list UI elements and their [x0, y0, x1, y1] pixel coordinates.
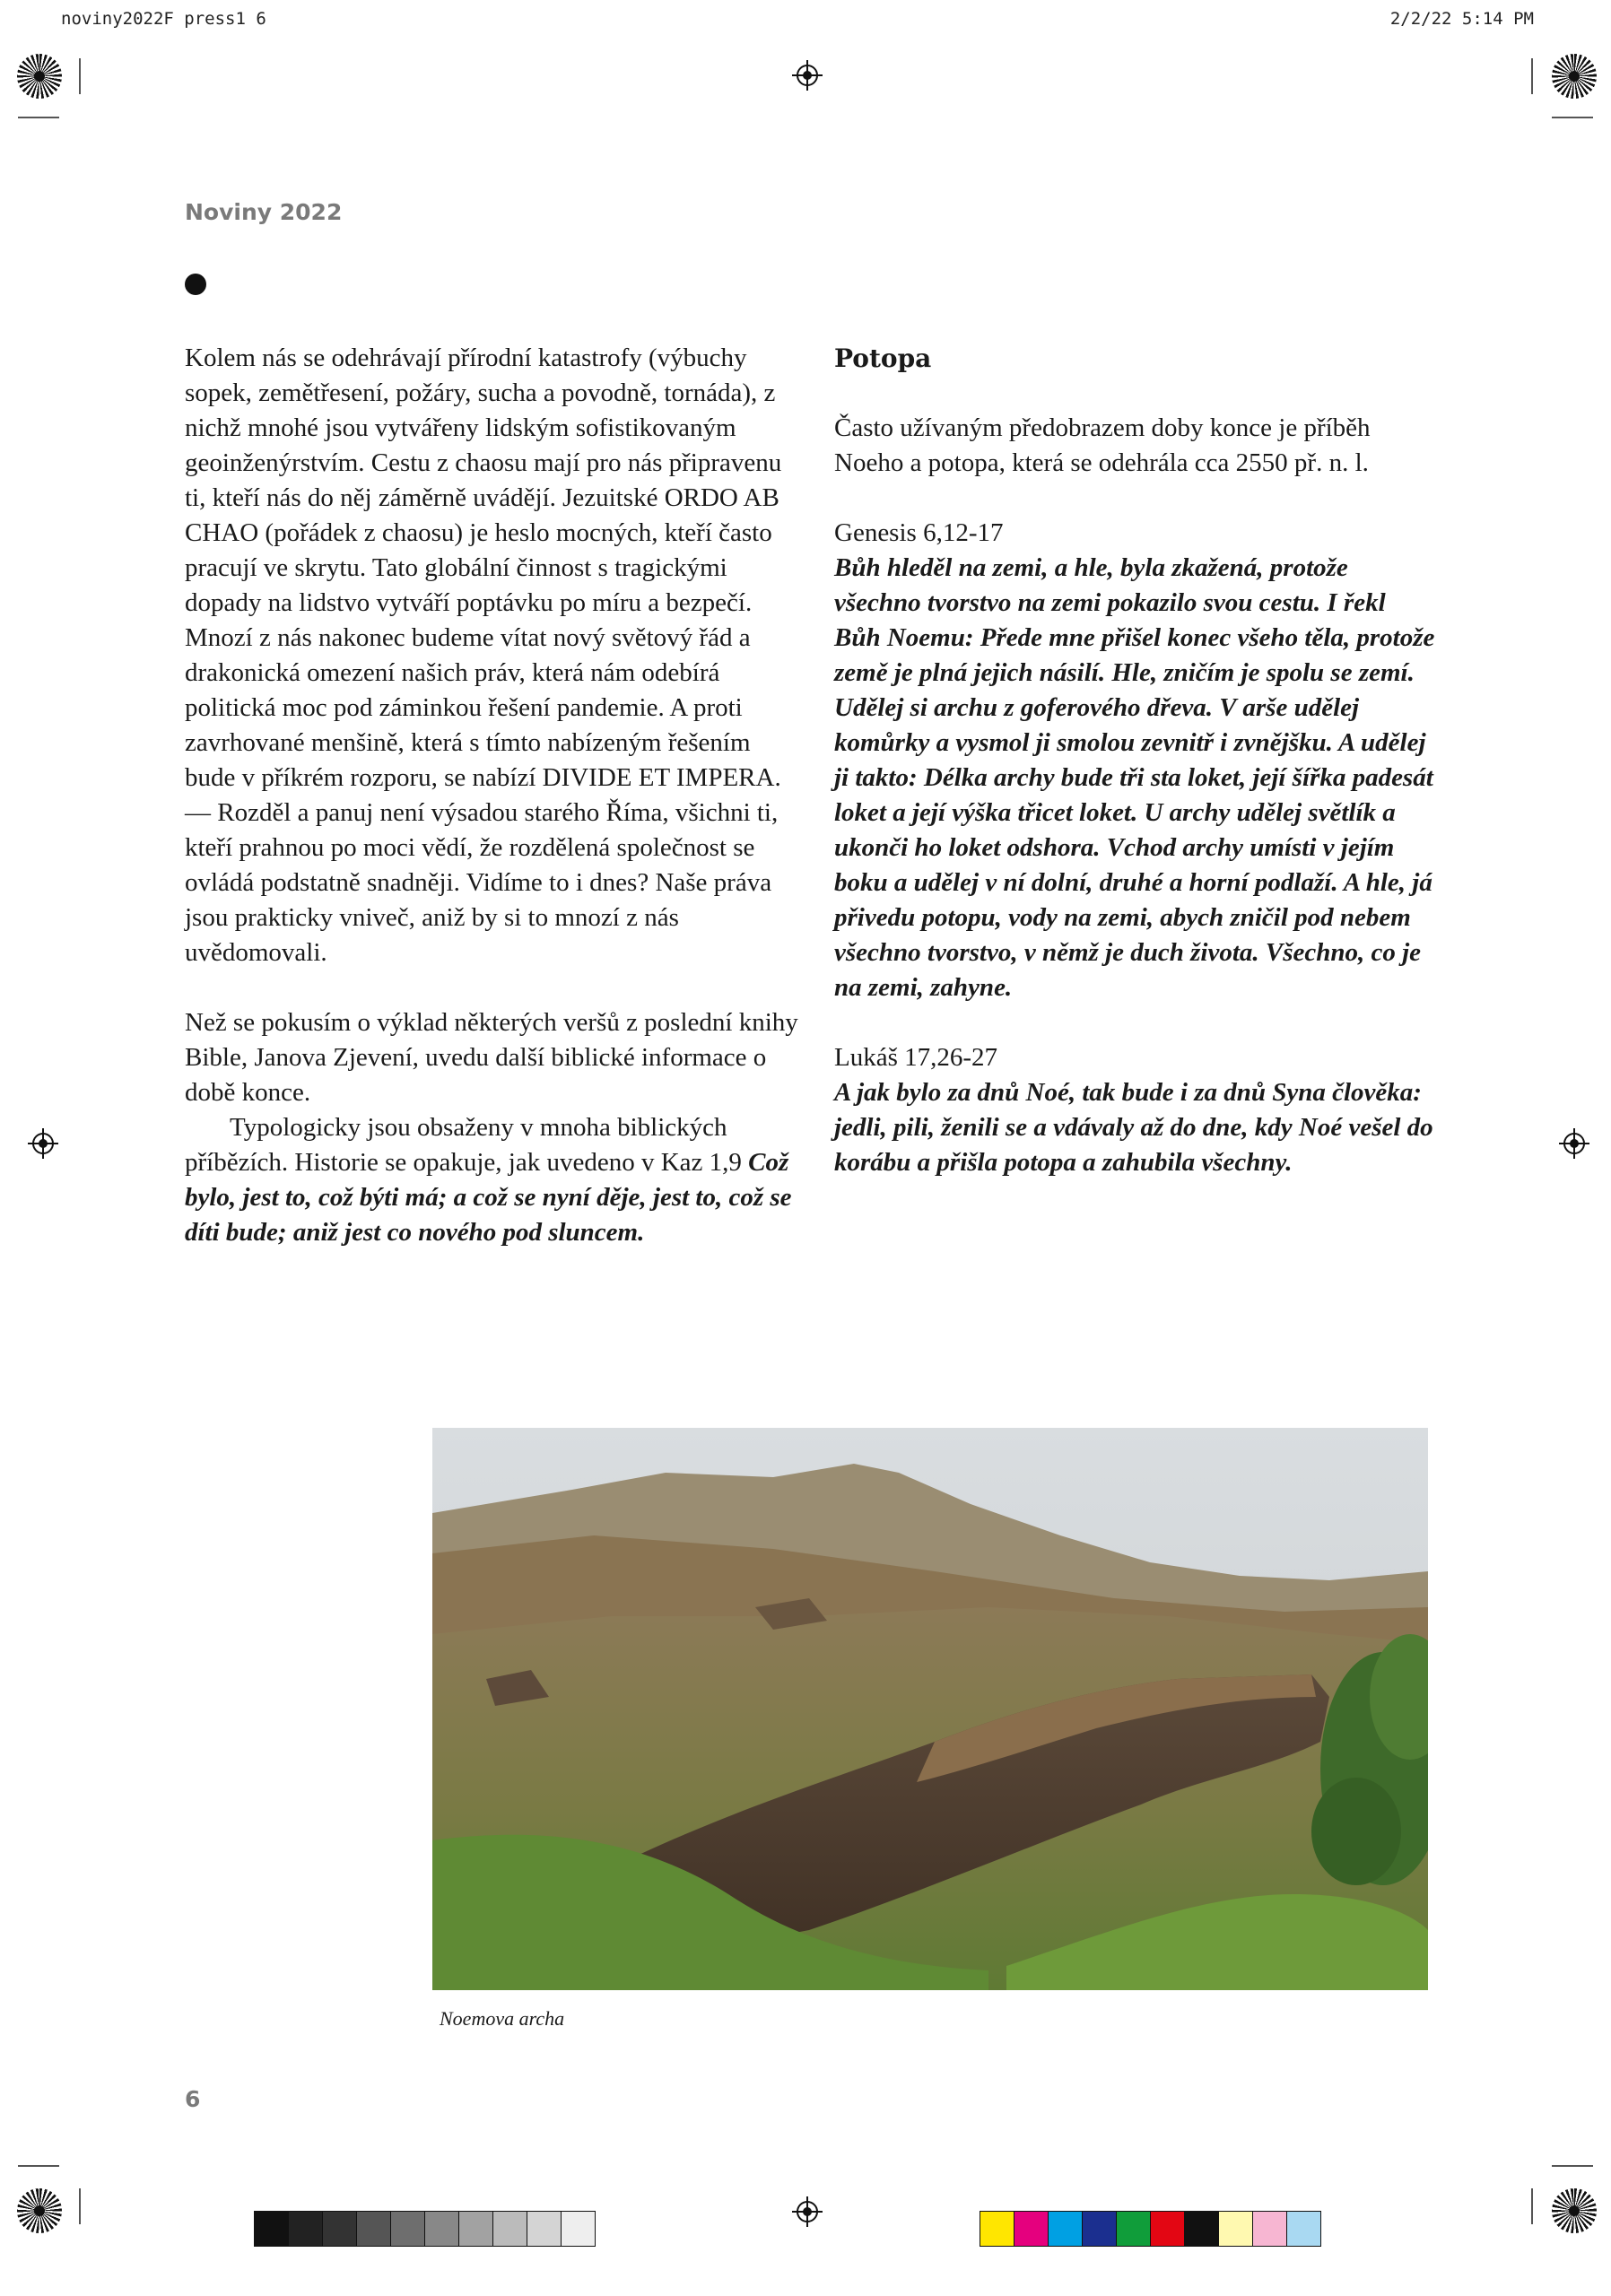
section-bullet [185, 274, 206, 295]
color-swatch-8 [1219, 2212, 1253, 2246]
trim-line [79, 2188, 81, 2224]
trim-line [18, 117, 59, 118]
landscape-illustration [432, 1428, 1428, 1990]
paragraph-typology [185, 1110, 804, 1250]
color-swatch-3 [1049, 2212, 1083, 2246]
left-column [185, 341, 804, 1250]
right-column [834, 341, 1435, 1180]
color-swatch-4 [1083, 2212, 1117, 2246]
registration-mark-bottom-right [1552, 2188, 1597, 2233]
gray-swatch-4 [357, 2212, 391, 2246]
paragraph-transition: Než se pokusím o výklad některých veršů z poslední knihy Bible, Janova Zjevení, uvedu další biblické informace o době konce. [185, 1008, 798, 1107]
color-swatch-2 [1014, 2212, 1049, 2246]
registration-mark-top-left [17, 54, 62, 99]
luke-quote: A jak bylo za dnů Noé, tak bude i za dnů Syna člověka: jedli, pili, ženili se a vdávaly až do dne, kdy Noé vešel do korábu a přišla potopa a zahubila všechny. [834, 1078, 1433, 1177]
gray-swatch-8 [493, 2212, 527, 2246]
registration-mark-top-right [1552, 54, 1597, 99]
color-swatch-1 [980, 2212, 1014, 2246]
genesis-quote: Bůh hleděl na zemi, a hle, byla zkažená, protože všechno tvorstvo na zemi pokazilo svou cestu. I řekl Bůh Noemu: Přede mne přišel konec všeho těla, protože země je plná jejich násilí. Hle, zničím je spolu se zemí. Udělej si archu z goferového dřeva. V arše udělej komůrky a vysmol ji smolou zevnitř i zvnějšku. A udělej ji takto: Délka archy bude tři sta loket, její šířka padesát loket a její výška třicet loket. U archy udělej světlík a ukonči ho loket odshora. Vchod archy umísti v jejím boku a udělej v ní dolní, druhé a horní podlaží. A hle, já přivedu potopu, vody na zemi, abych zničil pod nebem všechno tvorstvo, v němž je duch života. Všechno, co je na zemi, zahyne. [834, 553, 1435, 1002]
registration-mark-bottom-left [17, 2188, 62, 2233]
typology-text: Typologicky jsou obsaženy v mnoha biblických příbězích. Historie se opakuje, jak uvedeno v Kaz 1,9 [185, 1113, 749, 1177]
section-heading: Potopa [834, 344, 932, 373]
gray-swatch-3 [323, 2212, 357, 2246]
gray-swatch-7 [459, 2212, 493, 2246]
gray-swatch-5 [391, 2212, 425, 2246]
trim-line [79, 58, 81, 94]
crosshair-mark-right [1559, 1128, 1589, 1159]
print-slug-datetime: 2/2/22 5:14 PM [1389, 9, 1534, 29]
color-swatch-7 [1185, 2212, 1219, 2246]
trim-line [1531, 2188, 1533, 2224]
gray-swatch-2 [289, 2212, 323, 2246]
gray-swatch-1 [255, 2212, 289, 2246]
running-head: Noviny 2022 [185, 199, 343, 225]
color-swatch-6 [1151, 2212, 1185, 2246]
trim-line [1552, 117, 1593, 118]
trim-line [1552, 2165, 1593, 2167]
crosshair-mark-left [28, 1128, 58, 1159]
grayscale-color-bar [254, 2211, 596, 2247]
scripture-reference-luke: Lukáš 17,26-27 [834, 1043, 998, 1072]
noahs-ark-site-photo [432, 1428, 1428, 1990]
print-slug-filename: noviny2022F press1 6 [61, 9, 266, 29]
paragraph-intro: Kolem nás se odehrávají přírodní katastrofy (výbuchy sopek, zemětřesení, požáry, sucha a povodně, tornáda), z nichž mnohé jsou vytvářeny lidským sofistikovaným geoinženýrstvím. Cestu z chaosu mají pro nás připravenu ti, kteří nás do něj záměrně uvádějí. Jezuitské ORDO AB CHAO (pořádek z chaosu) je heslo mocných, kteří často pracují ve skrytu. Tato globální činnost s tragickými dopady na lidstvo vytváří poptávku po míru a bezpečí. Mnozí z nás nakonec budeme vítat nový světový řád a drakonická omezení našich práv, která nám odebírá politická moc pod záminkou řešení pandemie. A proti zavrhované menšině, která s tímto nabízeným řešením bude v příkrém rozporu, se nabízí DIVIDE ET IMPERA. — Rozděl a panuj není výsadou starého Říma, všichni ti, kteří prahnou po moci vědí, že rozdělená společnost se ovládá podstatně snadněji. Vidíme to i dnes? Naše práva jsou prakticky vniveč, aniž by si to mnozí z nás uvědomovali. [185, 344, 782, 967]
scripture-reference-genesis: Genesis 6,12-17 [834, 518, 1004, 547]
page-number: 6 [185, 2086, 201, 2112]
color-swatch-5 [1117, 2212, 1151, 2246]
ecclesiastes-quote: Což bylo, jest to, což býti má; a což se nyní děje, jest to, což se díti bude; aniž jest co nového pod sluncem. [185, 1148, 792, 1247]
trim-line [18, 2165, 59, 2167]
color-swatch-9 [1253, 2212, 1287, 2246]
gray-swatch-10 [562, 2212, 595, 2246]
crosshair-mark-bottom [792, 2196, 823, 2227]
photo-caption: Noemova archa [440, 2007, 565, 2030]
paragraph-flood-intro: Často užívaným předobrazem doby konce je příběh Noeho a potopa, která se odehrála cca 2550 př. n. l. [834, 413, 1371, 477]
gray-swatch-6 [425, 2212, 459, 2246]
color-swatch-10 [1287, 2212, 1320, 2246]
gray-swatch-9 [527, 2212, 562, 2246]
crosshair-mark-top [792, 60, 823, 91]
process-color-bar [980, 2211, 1321, 2247]
trim-line [1531, 58, 1533, 94]
